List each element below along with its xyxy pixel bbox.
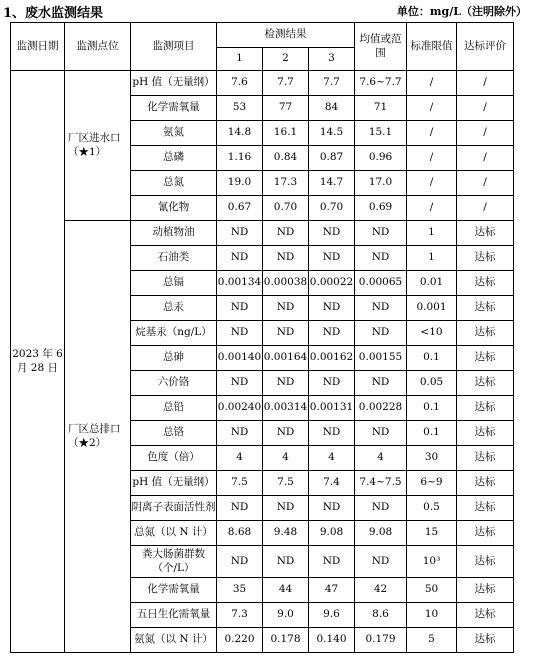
cell-item: 化学需氧量	[131, 578, 217, 603]
cell-limit: 30	[407, 446, 457, 471]
cell-r3: ND	[309, 421, 355, 446]
cell-limit: 0.1	[407, 346, 457, 371]
cell-r3: 0.00162	[309, 346, 355, 371]
cell-r2: 0.70	[263, 196, 309, 221]
cell-eval: 达标	[457, 296, 514, 321]
cell-r2: ND	[263, 246, 309, 271]
cell-item: 总铬	[131, 421, 217, 446]
cell-eval: 达标	[457, 371, 514, 396]
cell-r1: 7.3	[217, 603, 263, 628]
table-row	[11, 221, 514, 246]
cell-r1: 7.6	[217, 71, 263, 96]
col-avg-header: 均值或范围	[355, 23, 407, 71]
cell-r2: 7.7	[263, 71, 309, 96]
cell-avg: ND	[355, 421, 407, 446]
cell-avg: ND	[355, 496, 407, 521]
cell-r3: 0.140	[309, 628, 355, 653]
col-results-header: 检测结果	[217, 23, 355, 48]
cell-r3: ND	[309, 371, 355, 396]
cell-item: pH 值（无量纲）	[131, 471, 217, 496]
col-item-header: 监测项目	[131, 23, 217, 71]
cell-r1: 0.00140	[217, 346, 263, 371]
monitoring-date-cell: 2023 年 6 月 28 日	[11, 71, 65, 653]
cell-avg: 4	[355, 446, 407, 471]
cell-eval: /	[457, 146, 514, 171]
cell-limit: 0.1	[407, 396, 457, 421]
cell-eval: 达标	[457, 546, 514, 578]
cell-r1: ND	[217, 246, 263, 271]
cell-avg: 71	[355, 96, 407, 121]
cell-eval: 达标	[457, 346, 514, 371]
cell-avg: 0.179	[355, 628, 407, 653]
table-row	[11, 71, 514, 96]
cell-limit: /	[407, 171, 457, 196]
cell-avg: 0.00228	[355, 396, 407, 421]
cell-avg: 7.4~7.5	[355, 471, 407, 496]
cell-item: 总氮（以 N 计）	[131, 521, 217, 546]
cell-r1: 8.68	[217, 521, 263, 546]
cell-r3: 0.00022	[309, 271, 355, 296]
cell-avg: 8.6	[355, 603, 407, 628]
cell-item: 总磷	[131, 146, 217, 171]
section-title: 1、废水监测结果	[3, 6, 104, 21]
cell-r1: 0.00240	[217, 396, 263, 421]
cell-eval: /	[457, 196, 514, 221]
cell-avg: 7.6~7.7	[355, 71, 407, 96]
cell-r2: 0.178	[263, 628, 309, 653]
cell-avg: ND	[355, 221, 407, 246]
wastewater-results-table	[10, 22, 514, 653]
cell-item: 动植物油	[131, 221, 217, 246]
cell-avg: ND	[355, 296, 407, 321]
cell-eval: /	[457, 96, 514, 121]
cell-item: 氨氮	[131, 121, 217, 146]
monitoring-site-cell: 厂区进水口（★1）	[65, 71, 131, 221]
cell-r2: ND	[263, 296, 309, 321]
cell-r1: 53	[217, 96, 263, 121]
cell-r3: ND	[309, 221, 355, 246]
cell-eval: 达标	[457, 471, 514, 496]
cell-eval: 达标	[457, 321, 514, 346]
cell-r3: 4	[309, 446, 355, 471]
cell-item: 总氮	[131, 171, 217, 196]
cell-item: 粪大肠菌群数（个/L）	[131, 546, 217, 578]
cell-item: 色度（倍）	[131, 446, 217, 471]
cell-r2: ND	[263, 496, 309, 521]
cell-limit: 1	[407, 221, 457, 246]
cell-eval: 达标	[457, 246, 514, 271]
cell-limit: 1	[407, 246, 457, 271]
cell-r1: ND	[217, 221, 263, 246]
cell-limit: /	[407, 121, 457, 146]
cell-r2: ND	[263, 321, 309, 346]
header-row	[11, 23, 514, 48]
cell-r2: ND	[263, 546, 309, 578]
cell-limit: 0.001	[407, 296, 457, 321]
cell-r1: 0.220	[217, 628, 263, 653]
cell-eval: 达标	[457, 628, 514, 653]
col-r2-header: 2	[263, 48, 309, 71]
cell-avg: 0.69	[355, 196, 407, 221]
cell-r1: 35	[217, 578, 263, 603]
cell-item: 总镉	[131, 271, 217, 296]
cell-r2: 0.00038	[263, 271, 309, 296]
unit-note: 单位：mg/L（注明除外）	[396, 5, 527, 18]
cell-r3: 0.00131	[309, 396, 355, 421]
cell-item: pH 值（无量纲）	[131, 71, 217, 96]
cell-limit: 6~9	[407, 471, 457, 496]
cell-r1: 19.0	[217, 171, 263, 196]
cell-limit: /	[407, 96, 457, 121]
col-limit-header: 标准限值	[407, 23, 457, 71]
cell-r1: ND	[217, 321, 263, 346]
cell-eval: 达标	[457, 396, 514, 421]
cell-eval: 达标	[457, 421, 514, 446]
cell-r2: 17.3	[263, 171, 309, 196]
cell-r3: ND	[309, 296, 355, 321]
cell-limit: /	[407, 146, 457, 171]
cell-limit: 15	[407, 521, 457, 546]
cell-item: 阴离子表面活性剂	[131, 496, 217, 521]
cell-item: 氰化物	[131, 196, 217, 221]
cell-eval: 达标	[457, 521, 514, 546]
cell-r3: 14.5	[309, 121, 355, 146]
cell-r1: ND	[217, 371, 263, 396]
cell-eval: 达标	[457, 446, 514, 471]
cell-item: 石油类	[131, 246, 217, 271]
cell-r3: 0.70	[309, 196, 355, 221]
cell-limit: 0.1	[407, 421, 457, 446]
cell-r2: 0.00314	[263, 396, 309, 421]
cell-limit: <10	[407, 321, 457, 346]
cell-eval: 达标	[457, 271, 514, 296]
cell-eval: /	[457, 121, 514, 146]
cell-avg: 17.0	[355, 171, 407, 196]
cell-eval: 达标	[457, 578, 514, 603]
cell-item: 六价铬	[131, 371, 217, 396]
cell-limit: 0.5	[407, 496, 457, 521]
cell-r3: 0.87	[309, 146, 355, 171]
cell-limit: 10³	[407, 546, 457, 578]
cell-item: 烷基汞（ng/L）	[131, 321, 217, 346]
cell-avg: ND	[355, 246, 407, 271]
cell-item: 总砷	[131, 346, 217, 371]
cell-eval: 达标	[457, 221, 514, 246]
cell-r2: 44	[263, 578, 309, 603]
cell-item: 总汞	[131, 296, 217, 321]
cell-eval: 达标	[457, 603, 514, 628]
cell-r2: 77	[263, 96, 309, 121]
cell-avg: ND	[355, 371, 407, 396]
cell-limit: 10	[407, 603, 457, 628]
col-eval-header: 达标评价	[457, 23, 514, 71]
cell-r1: ND	[217, 546, 263, 578]
cell-item: 总铅	[131, 396, 217, 421]
cell-r2: ND	[263, 221, 309, 246]
cell-avg: 15.1	[355, 121, 407, 146]
cell-r1: ND	[217, 421, 263, 446]
report-header	[0, 0, 535, 22]
cell-r3: 47	[309, 578, 355, 603]
cell-r2: 9.48	[263, 521, 309, 546]
cell-r2: 9.0	[263, 603, 309, 628]
cell-limit: 50	[407, 578, 457, 603]
cell-r3: 9.08	[309, 521, 355, 546]
cell-avg: 0.96	[355, 146, 407, 171]
cell-avg: 42	[355, 578, 407, 603]
cell-avg: ND	[355, 321, 407, 346]
cell-r1: 1.16	[217, 146, 263, 171]
cell-item: 氨氮（以 N 计）	[131, 628, 217, 653]
col-r3-header: 3	[309, 48, 355, 71]
cell-r1: 4	[217, 446, 263, 471]
cell-r2: 7.5	[263, 471, 309, 496]
cell-avg: ND	[355, 546, 407, 578]
cell-eval: /	[457, 71, 514, 96]
cell-r3: 14.7	[309, 171, 355, 196]
cell-limit: 5	[407, 628, 457, 653]
cell-limit: 0.05	[407, 371, 457, 396]
col-site-header: 监测点位	[65, 23, 131, 71]
cell-r3: 7.7	[309, 71, 355, 96]
cell-eval: /	[457, 171, 514, 196]
cell-eval: 达标	[457, 496, 514, 521]
cell-r1: 14.8	[217, 121, 263, 146]
cell-r2: 4	[263, 446, 309, 471]
cell-avg: 9.08	[355, 521, 407, 546]
cell-limit: /	[407, 196, 457, 221]
col-date-header: 监测日期	[11, 23, 65, 71]
cell-r2: 16.1	[263, 121, 309, 146]
cell-r1: ND	[217, 496, 263, 521]
cell-r3: 9.6	[309, 603, 355, 628]
cell-item: 五日生化需氧量	[131, 603, 217, 628]
cell-r3: 84	[309, 96, 355, 121]
monitoring-site-cell: 厂区总排口（★2）	[65, 221, 131, 653]
cell-r2: 0.84	[263, 146, 309, 171]
cell-r2: ND	[263, 421, 309, 446]
cell-r3: ND	[309, 246, 355, 271]
cell-avg: 0.00155	[355, 346, 407, 371]
cell-r3: ND	[309, 546, 355, 578]
cell-r2: ND	[263, 371, 309, 396]
cell-r1: ND	[217, 296, 263, 321]
cell-item: 化学需氧量	[131, 96, 217, 121]
cell-r1: 0.67	[217, 196, 263, 221]
cell-r2: 0.00164	[263, 346, 309, 371]
cell-r1: 0.00134	[217, 271, 263, 296]
table-body	[11, 71, 514, 653]
cell-avg: 0.00065	[355, 271, 407, 296]
cell-r3: 7.4	[309, 471, 355, 496]
cell-r3: ND	[309, 496, 355, 521]
cell-limit: 0.01	[407, 271, 457, 296]
cell-r3: ND	[309, 321, 355, 346]
cell-r1: 7.5	[217, 471, 263, 496]
col-r1-header: 1	[217, 48, 263, 71]
cell-limit: /	[407, 71, 457, 96]
